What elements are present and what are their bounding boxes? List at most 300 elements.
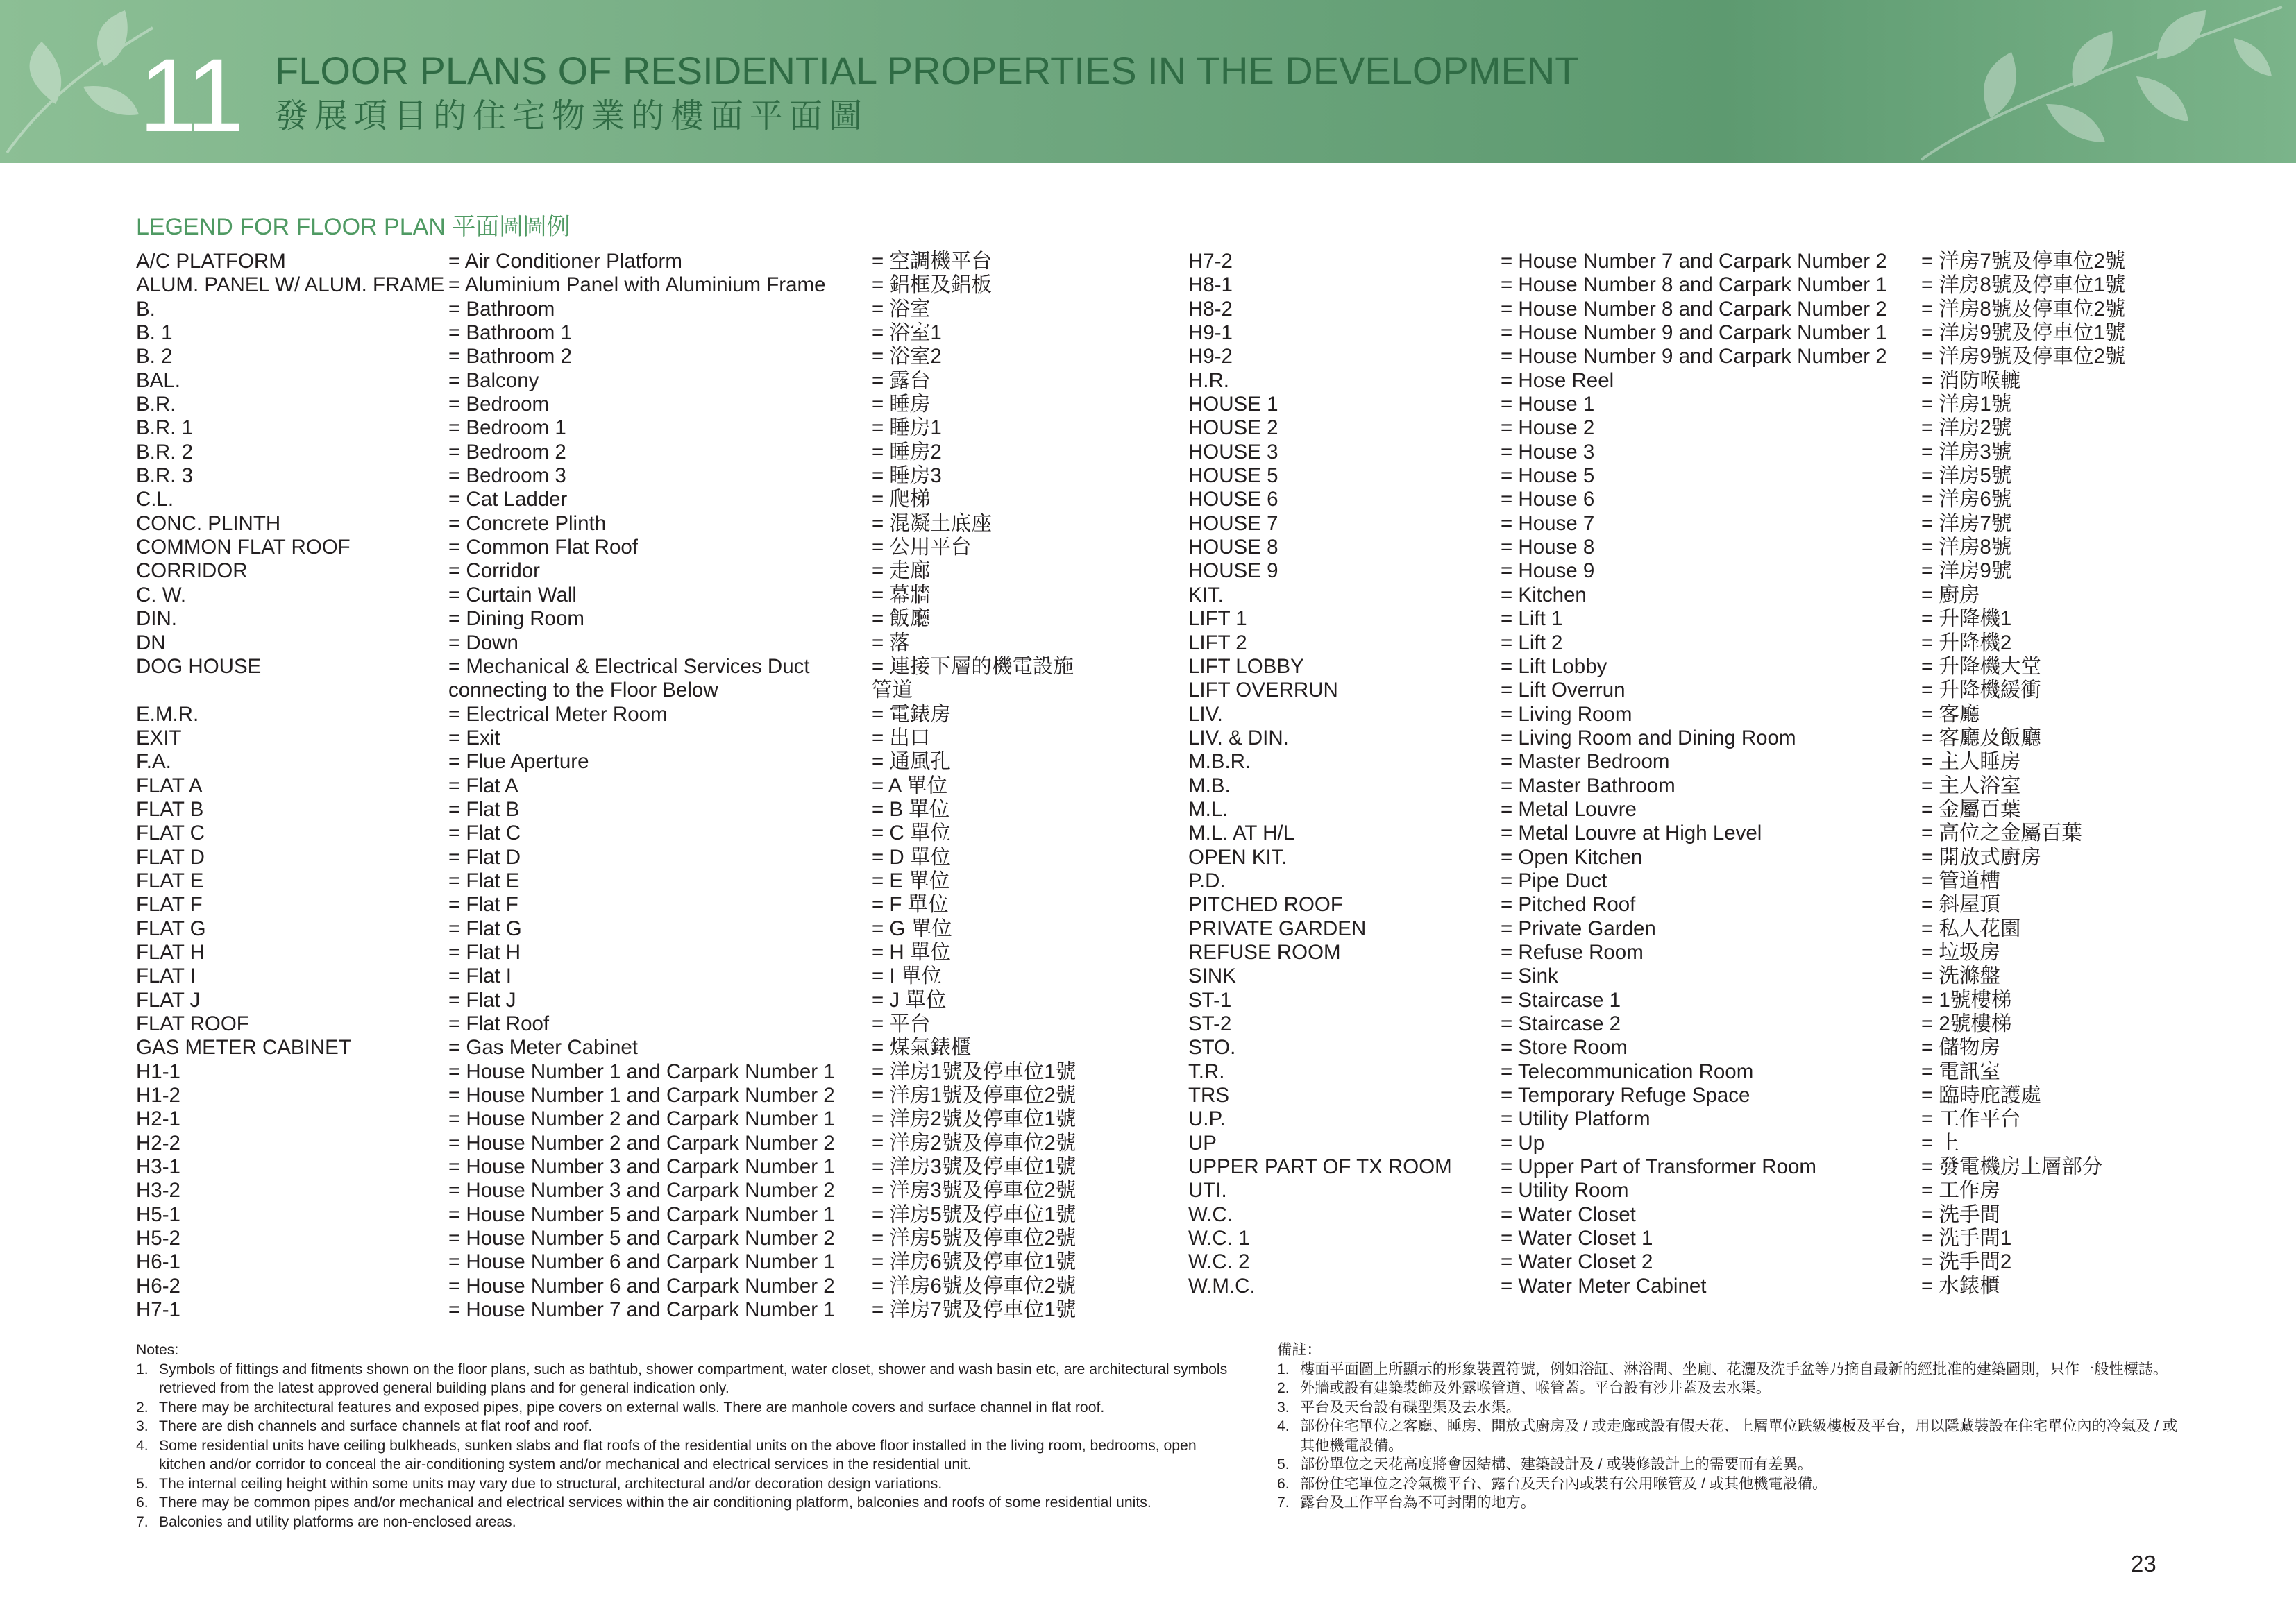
legend-row [1188, 655, 2229, 679]
legend-chinese: = 洋房9號及停車位2號 [1921, 345, 2126, 368]
legend-chinese: = 公用平台 [872, 536, 972, 559]
legend-chinese: = 洗滌盤 [1921, 965, 2000, 988]
legend-row [1188, 512, 2229, 536]
legend-abbreviation: H6-2 [136, 1274, 180, 1298]
legend-abbreviation: COMMON FLAT ROOF [136, 536, 351, 559]
legend-chinese: = 2號樓梯 [1921, 1012, 2012, 1035]
legend-abbreviation: ST-2 [1188, 1012, 1232, 1035]
legend-row [136, 441, 1177, 464]
legend-english: = House Number 9 and Carpark Number 1 [1501, 321, 1887, 345]
note-number: 3. [1277, 1399, 1290, 1416]
legend-english: = Bedroom 3 [448, 464, 566, 488]
legend-abbreviation: HOUSE 8 [1188, 536, 1278, 559]
legend-chinese: = 高位之金屬百葉 [1921, 822, 2082, 845]
legend-chinese: = 臨時庇護處 [1921, 1084, 2041, 1107]
legend-row [1188, 321, 2229, 345]
legend-abbreviation: SINK [1188, 965, 1236, 988]
legend-chinese: = 升降機2 [1921, 631, 2012, 654]
legend-english: = Concrete Plinth [448, 511, 607, 535]
legend-row [136, 965, 1177, 988]
legend-english: = Store Room [1501, 1036, 1628, 1060]
legend-abbreviation: FLAT B [136, 797, 204, 821]
legend-row [1188, 488, 2229, 511]
legend-chinese: = 主人睡房 [1921, 750, 2021, 774]
legend-abbreviation: FLAT I [136, 965, 196, 988]
legend-row [136, 1132, 1177, 1155]
legend-abbreviation: H1-2 [136, 1084, 180, 1107]
legend-chinese: = 洋房2號及停車位1號 [872, 1107, 1077, 1131]
legend-chinese: = 通風孔 [872, 750, 951, 774]
page-title-zh: 發展項目的住宅物業的樓面平面圖 [275, 98, 869, 135]
legend-abbreviation: FLAT J [136, 988, 201, 1012]
legend-row [1188, 464, 2229, 488]
legend-chinese: = 落 [872, 631, 910, 654]
legend-english: = House 7 [1501, 511, 1595, 535]
legend-abbreviation: B.R. [136, 393, 176, 416]
legend-chinese: = 空調機平台 [872, 250, 992, 273]
legend-abbreviation: CONC. PLINTH [136, 511, 281, 535]
legend-abbreviation: GAS METER CABINET [136, 1036, 351, 1060]
legend-chinese: = 浴室1 [872, 321, 942, 345]
legend-chinese: = 洋房1號及停車位1號 [872, 1060, 1077, 1083]
legend-row [136, 1155, 1177, 1179]
legend-row [1188, 250, 2229, 273]
note-item [136, 1417, 1247, 1436]
legend-english: = Common Flat Roof [448, 536, 638, 559]
legend-chinese: = D 單位 [872, 845, 951, 869]
legend-english: = House Number 6 and Carpark Number 2 [448, 1274, 835, 1298]
legend-abbreviation: P.D. [1188, 869, 1226, 892]
legend-english: = Exit [448, 726, 500, 749]
legend-chinese: = 發電機房上層部分 [1921, 1155, 2103, 1179]
legend-english: = Flat J [448, 988, 516, 1012]
legend-abbreviation: HOUSE 3 [1188, 440, 1278, 464]
legend-chinese: = 廚房 [1921, 583, 1980, 606]
legend-chinese: = 洋房8號及停車位2號 [1921, 297, 2126, 321]
legend-abbreviation: C.L. [136, 488, 174, 511]
legend-english: = House Number 2 and Carpark Number 2 [448, 1131, 835, 1155]
note-text: Symbols of fittings and fitments shown on the floor plans, such as bathtub, shower compartment, water closet, shower and wash basin etc, are architectural symbols retrieved from the latest approved general building plans and for general indication only. [159, 1361, 1228, 1396]
legend-row [1188, 631, 2229, 655]
legend-chinese: = 開放式廚房 [1921, 845, 2041, 869]
legend-row [136, 989, 1177, 1012]
legend-abbreviation: W.C. 1 [1188, 1227, 1250, 1250]
legend-row [136, 536, 1177, 559]
legend-row [1188, 273, 2229, 297]
legend-chinese: = H 單位 [872, 940, 951, 964]
legend-chinese: = 洋房3號 [1921, 440, 2012, 464]
legend-row [136, 488, 1177, 511]
legend-chinese: = 飯廳 [872, 607, 931, 631]
legend-chinese: = 鋁框及鋁板 [872, 273, 992, 297]
legend-abbreviation: B. 1 [136, 321, 173, 345]
legend-chinese: = 洋房8號及停車位1號 [1921, 273, 2126, 297]
legend-title: LEGEND FOR FLOOR PLAN 平面圖圖例 [136, 214, 571, 240]
legend-row [1188, 584, 2229, 607]
note-number: 5. [136, 1475, 149, 1492]
note-text: 露台及工作平台為不可封閉的地方。 [1300, 1495, 1536, 1511]
legend-chinese: = 煤氣錶櫃 [872, 1036, 972, 1060]
legend-english: = Mechanical & Electrical Services Duct [448, 654, 810, 678]
legend-english: = House 5 [1501, 464, 1595, 488]
legend-row [1188, 869, 2229, 893]
legend-chinese: = 睡房1 [872, 416, 942, 440]
note-item [1277, 1417, 2179, 1455]
legend-row [1188, 1036, 2229, 1060]
legend-row [136, 893, 1177, 917]
legend-abbreviation: U.P. [1188, 1107, 1226, 1131]
legend-row [136, 822, 1177, 845]
legend-chinese: = 洋房5號 [1921, 464, 2012, 488]
legend-english: = Staircase 1 [1501, 988, 1621, 1012]
note-item [136, 1360, 1247, 1398]
legend-english: = Water Closet [1501, 1203, 1636, 1226]
legend-abbreviation: ST-1 [1188, 988, 1232, 1012]
legend-english: = House Number 8 and Carpark Number 2 [1501, 297, 1887, 321]
note-number: 1. [136, 1361, 149, 1377]
legend-row [136, 1250, 1177, 1274]
note-item [1277, 1493, 2179, 1513]
note-item [136, 1493, 1247, 1513]
legend-chinese: = 電訊室 [1921, 1060, 2000, 1083]
legend-chinese: 管道 [872, 679, 913, 702]
note-number: 2. [136, 1399, 149, 1416]
legend-abbreviation: E.M.R. [136, 702, 199, 726]
legend-abbreviation: UPPER PART OF TX ROOM [1188, 1155, 1452, 1179]
legend-row [136, 321, 1177, 345]
legend-english: = House 8 [1501, 536, 1595, 559]
legend-row [136, 273, 1177, 297]
legend-chinese: = 1號樓梯 [1921, 988, 2012, 1012]
legend-row [1188, 298, 2229, 321]
page-header [0, 0, 2296, 163]
note-text: Balconies and utility platforms are non-enclosed areas. [159, 1513, 516, 1530]
legend-abbreviation: W.M.C. [1188, 1274, 1256, 1298]
notes-english [136, 1341, 1247, 1531]
legend-chinese: = 洋房1號 [1921, 393, 2012, 416]
legend-abbreviation: H9-2 [1188, 345, 1233, 368]
legend-abbreviation: PITCHED ROOF [1188, 893, 1343, 917]
legend-chinese: = 洗手間1 [1921, 1227, 2012, 1250]
legend-english: = Bathroom 2 [448, 345, 572, 368]
note-text: There are dish channels and surface channels at flat roof and roof. [159, 1418, 593, 1434]
legend-row [136, 1227, 1177, 1250]
note-item [1277, 1379, 2179, 1398]
legend-abbreviation: H5-1 [136, 1203, 180, 1226]
legend-chinese: = I 單位 [872, 965, 942, 988]
legend-english: = Living Room [1501, 702, 1632, 726]
legend-english: = Corridor [448, 559, 540, 583]
legend-english: = Lift 1 [1501, 607, 1563, 631]
legend-chinese: = 平台 [872, 1012, 931, 1035]
legend-row [136, 584, 1177, 607]
legend-row [1188, 345, 2229, 368]
legend-abbreviation: B.R. 2 [136, 440, 193, 464]
page-title-en: FLOOR PLANS OF RESIDENTIAL PROPERTIES IN THE DEVELOPMENT [275, 49, 1579, 92]
legend-row [1188, 1203, 2229, 1227]
legend-abbreviation: H3-1 [136, 1155, 180, 1179]
note-number: 1. [1277, 1361, 1290, 1377]
legend-english: = Bathroom 1 [448, 321, 572, 345]
note-item [1277, 1455, 2179, 1475]
legend-row [136, 1060, 1177, 1084]
legend-abbreviation: LIV. [1188, 702, 1223, 726]
legend-abbreviation: A/C PLATFORM [136, 250, 286, 273]
legend-row [1188, 1012, 2229, 1036]
legend-english: = Up [1501, 1131, 1545, 1155]
legend-row [1188, 1060, 2229, 1084]
legend-abbreviation: LIFT 2 [1188, 631, 1247, 654]
legend-english: = House Number 1 and Carpark Number 1 [448, 1060, 835, 1083]
legend-chinese: = 儲物房 [1921, 1036, 2000, 1060]
legend-row [136, 917, 1177, 941]
legend-row [136, 1107, 1177, 1131]
legend-chinese: = 洋房6號 [1921, 488, 2012, 511]
legend-abbreviation: M.B.R. [1188, 750, 1251, 774]
legend-english: = Curtain Wall [448, 583, 577, 606]
legend-abbreviation: F.A. [136, 750, 171, 774]
legend-row [136, 298, 1177, 321]
legend-chinese: = 洋房6號及停車位2號 [872, 1274, 1077, 1298]
legend-row [136, 679, 1177, 702]
legend-abbreviation: M.L. AT H/L [1188, 822, 1295, 845]
legend-row [1188, 726, 2229, 750]
legend-english: = Bathroom [448, 297, 555, 321]
note-text: The internal ceiling height within some units may vary due to structural, architectural and/or decoration design variations. [159, 1475, 943, 1492]
legend-chinese: = 爬梯 [872, 488, 931, 511]
legend-english: = Staircase 2 [1501, 1012, 1621, 1035]
legend-chinese: = 混凝土底座 [872, 511, 992, 535]
legend-row [136, 369, 1177, 393]
legend-row [136, 1298, 1177, 1322]
note-text: 樓面平面圖上所顯示的形象裝置符號，例如浴缸、淋浴間、坐廁、花灑及洗手盆等乃摘自最新的經批准的建築圖則，只作一般性標誌。 [1300, 1361, 2168, 1377]
legend-row [136, 726, 1177, 750]
notes-heading-en: Notes: [136, 1342, 179, 1358]
legend-chinese: = 露台 [872, 368, 931, 392]
legend-english: = Open Kitchen [1501, 845, 1643, 869]
legend-english: = Water Meter Cabinet [1501, 1274, 1707, 1298]
legend-english: = Metal Louvre at High Level [1501, 822, 1762, 845]
note-text: 平台及天台設有碟型渠及去水渠。 [1300, 1399, 1521, 1416]
legend-abbreviation: FLAT F [136, 893, 203, 917]
legend-english: = Gas Meter Cabinet [448, 1036, 639, 1060]
legend-row [136, 345, 1177, 368]
legend-row [1188, 1250, 2229, 1274]
legend-abbreviation: HOUSE 9 [1188, 559, 1278, 583]
legend-abbreviation: DOG HOUSE [136, 654, 262, 678]
legend-abbreviation: UTI. [1188, 1179, 1227, 1203]
legend-row [136, 750, 1177, 774]
legend-row [1188, 941, 2229, 965]
note-text: 部份住宅單位之冷氣機平台、露台及天台內或裝有公用喉管及 / 或其他機電設備。 [1300, 1475, 1827, 1492]
legend-abbreviation: HOUSE 5 [1188, 464, 1278, 488]
legend-english: = House Number 8 and Carpark Number 1 [1501, 273, 1887, 297]
legend-abbreviation: FLAT D [136, 845, 205, 869]
legend-abbreviation: T.R. [1188, 1060, 1225, 1083]
legend-chinese: = 洋房2號及停車位2號 [872, 1131, 1077, 1155]
legend-english: = Master Bathroom [1501, 774, 1675, 797]
note-text: There may be architectural features and exposed pipes, pipe covers on external walls. There are manhole covers and surface channel in flat roof. [159, 1399, 1105, 1416]
legend-english: = Flat B [448, 797, 520, 821]
legend-row [1188, 1107, 2229, 1131]
legend-row [1188, 822, 2229, 845]
note-number: 2. [1277, 1380, 1290, 1396]
legend-english: = Water Closet 2 [1501, 1250, 1653, 1274]
legend-chinese: = 客廳及飯廳 [1921, 726, 2041, 749]
legend-abbreviation: STO. [1188, 1036, 1236, 1060]
legend-row [1188, 798, 2229, 822]
legend-english: = Private Garden [1501, 917, 1656, 940]
legend-abbreviation: LIFT OVERRUN [1188, 679, 1338, 702]
legend-row [1188, 703, 2229, 726]
legend-chinese: = 洋房5號及停車位2號 [872, 1227, 1077, 1250]
legend-chinese: = 幕牆 [872, 583, 931, 606]
legend-chinese: = 洋房9號及停車位1號 [1921, 321, 2126, 345]
legend-abbreviation: CORRIDOR [136, 559, 248, 583]
note-item [136, 1436, 1247, 1475]
legend-abbreviation: B. 2 [136, 345, 173, 368]
legend-english: = Temporary Refuge Space [1501, 1084, 1750, 1107]
legend-english: = Flat Roof [448, 1012, 550, 1035]
legend-abbreviation: UP [1188, 1131, 1217, 1155]
legend-english: connecting to the Floor Below [448, 679, 718, 702]
legend-abbreviation: M.B. [1188, 774, 1231, 797]
legend-chinese: = 出口 [872, 726, 931, 749]
legend-chinese: = 洋房3號及停車位2號 [872, 1179, 1077, 1203]
legend-english: = House Number 5 and Carpark Number 1 [448, 1203, 835, 1226]
legend-row [1188, 1132, 2229, 1155]
legend-row [136, 1036, 1177, 1060]
legend-abbreviation: C. W. [136, 583, 187, 606]
legend-row [136, 846, 1177, 869]
legend-abbreviation: HOUSE 6 [1188, 488, 1278, 511]
legend-abbreviation: LIFT 1 [1188, 607, 1247, 631]
legend-english: = Hose Reel [1501, 368, 1614, 392]
legend-chinese: = 洋房7號及停車位2號 [1921, 250, 2126, 273]
note-number: 6. [1277, 1475, 1290, 1492]
legend-english: = Flat H [448, 940, 521, 964]
legend-chinese: = 洗手間 [1921, 1203, 2000, 1226]
leaf-decoration-right [1907, 0, 2296, 163]
legend-row [136, 655, 1177, 679]
legend-row [136, 512, 1177, 536]
legend-row [1188, 1155, 2229, 1179]
legend-chinese: = 金屬百葉 [1921, 797, 2021, 821]
note-text: 部份單位之天花高度將會因結構、建築設計及 / 或裝修設計上的需要而有差異。 [1300, 1456, 1813, 1472]
legend-chinese: = 洋房5號及停車位1號 [872, 1203, 1077, 1226]
legend-abbreviation: H7-1 [136, 1298, 180, 1322]
legend-chinese: = F 單位 [872, 893, 949, 917]
legend-english: = House Number 1 and Carpark Number 2 [448, 1084, 835, 1107]
legend-english: = Air Conditioner Platform [448, 250, 682, 273]
legend-abbreviation: OPEN KIT. [1188, 845, 1288, 869]
legend-chinese: = 浴室 [872, 297, 931, 321]
legend-abbreviation: TRS [1188, 1084, 1229, 1107]
legend-chinese: = 主人浴室 [1921, 774, 2021, 797]
legend-abbreviation: ALUM. PANEL W/ ALUM. FRAME [136, 273, 445, 297]
legend-abbreviation: H2-1 [136, 1107, 180, 1131]
legend-row [1188, 1179, 2229, 1203]
legend-abbreviation: LIV. & DIN. [1188, 726, 1289, 749]
legend-abbreviation: B.R. 3 [136, 464, 193, 488]
legend-chinese: = 洋房6號及停車位1號 [872, 1250, 1077, 1274]
legend-english: = House Number 7 and Carpark Number 2 [1501, 250, 1887, 273]
legend-row [1188, 441, 2229, 464]
legend-abbreviation: H6-1 [136, 1250, 180, 1274]
section-number: 11 [139, 37, 242, 153]
legend-row [136, 464, 1177, 488]
legend-chinese: = 洋房8號 [1921, 536, 2012, 559]
legend-abbreviation: DIN. [136, 607, 177, 631]
legend-english: = Pipe Duct [1501, 869, 1607, 892]
legend-row [1188, 1227, 2229, 1250]
legend-row [1188, 1275, 2229, 1298]
legend-english: = Flat I [448, 965, 512, 988]
notes-chinese [1277, 1341, 2179, 1513]
legend-row [136, 559, 1177, 583]
legend-english: = Flat D [448, 845, 521, 869]
legend-abbreviation: H9-1 [1188, 321, 1233, 345]
legend-english: = House Number 7 and Carpark Number 1 [448, 1298, 835, 1322]
legend-chinese: = 水錶櫃 [1921, 1274, 2000, 1298]
note-text: 外牆或設有建築裝飾及外露喉管道、喉管蓋。平台設有沙井蓋及去水渠。 [1300, 1380, 1771, 1396]
legend-chinese: = E 單位 [872, 869, 950, 892]
notes-heading-zh: 備註： [1277, 1342, 1322, 1358]
legend-english: = Water Closet 1 [1501, 1227, 1653, 1250]
legend-row [136, 607, 1177, 631]
note-item [1277, 1398, 2179, 1418]
legend-abbreviation: FLAT H [136, 940, 205, 964]
legend-english: = Bedroom [448, 393, 550, 416]
note-number: 4. [136, 1437, 149, 1454]
legend-abbreviation: KIT. [1188, 583, 1224, 606]
legend-abbreviation: DN [136, 631, 166, 654]
legend-chinese: = 客廳 [1921, 702, 1980, 726]
legend-chinese: = 私人花園 [1921, 917, 2021, 940]
page-number: 23 [2131, 1551, 2156, 1577]
legend-english: = Flat E [448, 869, 520, 892]
legend-row [136, 869, 1177, 893]
note-text: 部份住宅單位之客廳、睡房、開放式廚房及 / 或走廊或設有假天花、上層單位跌級樓板及平台，用以隱藏裝設在住宅單位內的冷氣及 / 或其他機電設備。 [1300, 1418, 2178, 1454]
legend-chinese: = 升降機大堂 [1921, 654, 2041, 678]
legend-english: = Flat A [448, 774, 518, 797]
note-item [136, 1513, 1247, 1532]
legend-abbreviation: H8-1 [1188, 273, 1233, 297]
legend-abbreviation: H5-2 [136, 1227, 180, 1250]
legend-chinese: = J 單位 [872, 988, 947, 1012]
legend-english: = House Number 9 and Carpark Number 2 [1501, 345, 1887, 368]
legend-abbreviation: HOUSE 2 [1188, 416, 1278, 440]
legend-row [1188, 536, 2229, 559]
note-number: 3. [136, 1418, 149, 1434]
legend-row [1188, 846, 2229, 869]
legend-english: = Telecommunication Room [1501, 1060, 1754, 1083]
legend-row [1188, 989, 2229, 1012]
legend-row [1188, 679, 2229, 702]
note-number: 7. [136, 1513, 149, 1530]
note-item [1277, 1360, 2179, 1379]
legend-english: = Electrical Meter Room [448, 702, 668, 726]
note-number: 4. [1277, 1418, 1290, 1434]
legend-row [136, 393, 1177, 416]
legend-row [1188, 774, 2229, 798]
legend-english: = Utility Platform [1501, 1107, 1651, 1131]
legend-abbreviation: FLAT E [136, 869, 204, 892]
legend-abbreviation: B.R. 1 [136, 416, 193, 440]
legend-english: = Bedroom 1 [448, 416, 566, 440]
legend-row [136, 250, 1177, 273]
legend-english: = Sink [1501, 965, 1558, 988]
